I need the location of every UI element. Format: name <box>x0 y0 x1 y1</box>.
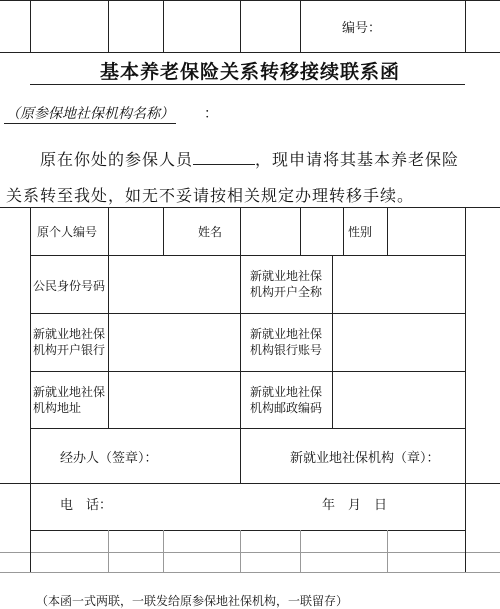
table-col-line <box>108 530 109 572</box>
top-grid-line <box>163 0 164 52</box>
new-agency-address-label: 新就业地社保机构地址 <box>33 385 106 415</box>
table-left-border <box>30 207 31 572</box>
new-agency-account-label: 新就业地社保机构银行账号 <box>250 327 323 357</box>
table-row-line <box>0 572 500 573</box>
table-col-line <box>163 530 164 572</box>
table-row-line <box>0 483 500 484</box>
phone-field[interactable] <box>112 488 232 522</box>
member-name-blank[interactable] <box>193 150 255 165</box>
gender-label: 性别 <box>348 225 373 239</box>
table-row-line <box>0 552 500 553</box>
body-line-1-end: ，现申请将其基本养老保险 <box>255 150 460 169</box>
new-agency-name-field[interactable] <box>333 256 464 312</box>
table-col-line <box>240 530 241 572</box>
table-row-line <box>30 530 465 531</box>
new-agency-name-label: 新就业地社保机构开户全称 <box>250 269 323 299</box>
table-row-line <box>30 428 465 429</box>
top-grid-line <box>108 0 109 52</box>
agency-seal-label: 新就业地社保机构（章）： <box>290 451 440 466</box>
addressee-placeholder: （原参保地社保机构名称） <box>4 103 176 124</box>
new-agency-account-field[interactable] <box>333 314 464 370</box>
table-col-line <box>300 530 301 572</box>
body-paragraph-line-2: 关系转至我处，如无不妥请按相关规定办理转移手续。 <box>6 186 415 205</box>
new-agency-postcode-field[interactable] <box>333 372 464 427</box>
body-line-1-start: 原在你处的参保人员 <box>40 150 194 169</box>
new-agency-address-field[interactable] <box>109 372 239 427</box>
original-id-field[interactable] <box>109 208 162 254</box>
footer-note: （本函一式两联，一联发给原参保地社保机构，一联留存） <box>36 594 349 608</box>
table-col-line <box>163 207 164 255</box>
citizen-id-field[interactable] <box>109 256 239 312</box>
top-grid-line <box>240 0 241 52</box>
new-agency-bank-field[interactable] <box>109 314 239 370</box>
name-field[interactable] <box>241 208 342 254</box>
top-border <box>0 0 500 1</box>
top-grid-line <box>30 0 31 52</box>
serial-number-label: 编号： <box>342 21 382 36</box>
new-agency-bank-label: 新就业地社保机构开户银行 <box>33 327 106 357</box>
new-agency-postcode-label: 新就业地社保机构邮政编码 <box>250 385 323 415</box>
top-grid-line <box>300 0 301 52</box>
citizen-id-label: 公民身份号码 <box>33 279 106 293</box>
table-col-line <box>240 428 241 483</box>
table-col-line <box>343 207 344 255</box>
table-col-line <box>387 530 388 572</box>
table-right-border <box>465 207 466 572</box>
date-label: 年 月 日 <box>322 498 388 513</box>
original-id-label: 原个人编号 <box>37 225 98 239</box>
top-grid-line <box>465 0 466 52</box>
table-col-line <box>240 255 241 428</box>
title-top-rule <box>0 52 500 53</box>
title-bottom-rule <box>30 84 465 85</box>
document-title: 基本养老保险关系转移接续联系函 <box>99 61 400 83</box>
gender-field[interactable] <box>388 208 464 254</box>
handler-signature-label: 经办人（签章）： <box>60 451 158 466</box>
addressee-colon: ： <box>204 106 218 122</box>
body-paragraph-line-1 <box>40 147 459 170</box>
phone-label: 电 话： <box>60 498 113 513</box>
name-label: 姓名 <box>198 225 223 239</box>
